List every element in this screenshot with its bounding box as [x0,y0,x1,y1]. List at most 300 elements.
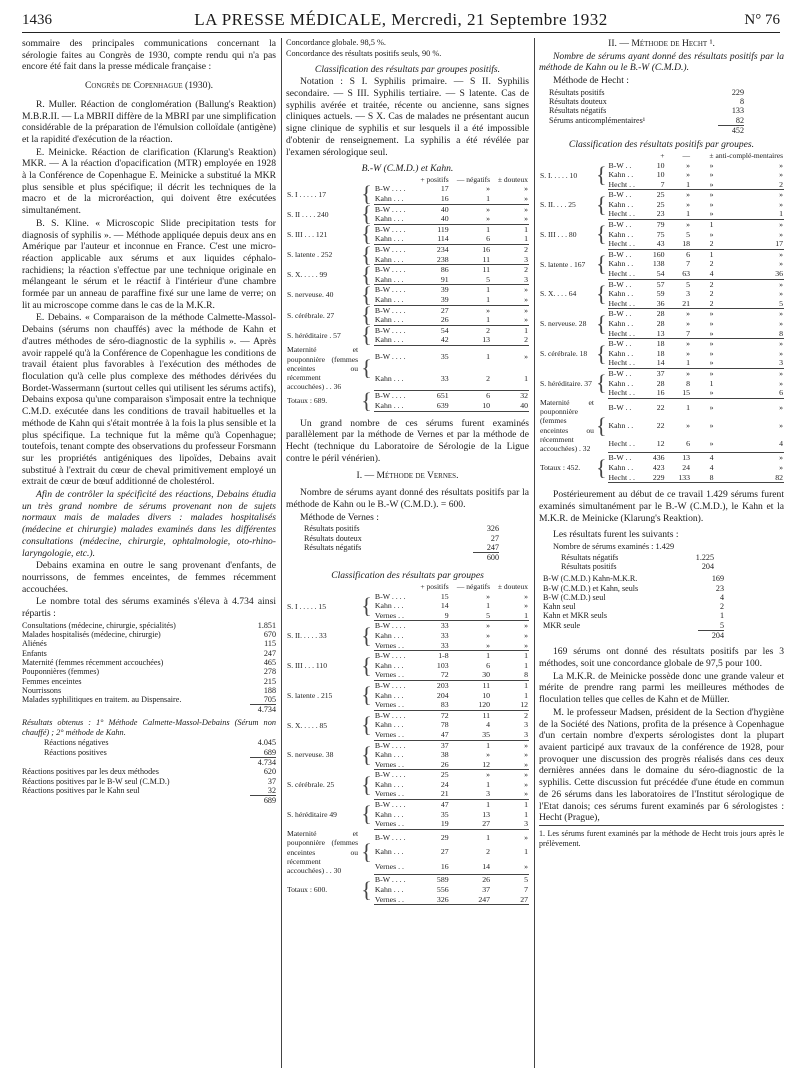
table-cell: 14 [450,859,491,874]
table-cell: 423 [652,462,665,472]
table-cell: 26 [414,315,450,325]
method-name: Kahn . . . [374,335,414,345]
list-item-label: Réactions positives par le Kahn seul [22,785,140,795]
table-row [286,592,529,602]
group-label: S. héréditaire 49 [287,809,337,819]
brace-icon: { [595,281,607,307]
table-cell: 1 [715,209,785,219]
method-name: Vernes . . [374,819,414,829]
list-item [561,562,714,571]
table-cell: 1 [524,224,528,234]
list-item-value: 326 [486,524,499,534]
table-cell: 57 [656,279,665,289]
table-cell: 229 [640,473,666,483]
table-vernes [286,583,529,905]
table-row [539,368,784,378]
brace-icon: { [361,652,372,678]
list-item [543,611,724,620]
global-concordance: Concordance globale. 98,5 %. [286,38,386,47]
list-item-value: 8 [739,97,744,107]
method-name: Kahn . . . [374,601,404,611]
table-cell: 1 [524,651,528,661]
table-cell: 16 [640,388,666,398]
table-cell: 3 [715,358,785,368]
paragraph-meinicke: E. Meinicke. Réaction de clarification (Klarung's Reaktion) MKR. — A la réaction d'opacification (MTR) employée en 1928 à la Conférence de Copenhague E. Meinicke a substitué la MKR plus sensible et plus spécifique; il décrit les techniques de la macro et de la microréaction, qui doivent être exécutées simultanément. [22,146,276,217]
list-item-value: 215 [263,676,276,686]
method-name: B-W . . . . [374,204,406,214]
method-name: Hecht . . [608,209,640,219]
table-cell: » [486,305,491,315]
table-cell: 17 [440,184,449,194]
method-name: Vernes . . [374,895,414,905]
method-name: B-W . . [608,339,632,349]
method-name: B-W . . [608,160,632,170]
method-name: B-W . . . . [374,591,406,601]
method-name: B-W . . . . [374,651,406,661]
table-cell: 2 [691,299,714,309]
table-cell: 2 [709,279,714,289]
table-cell: 75 [656,229,665,239]
table-cell: 33 [440,630,449,640]
table-row [286,224,529,234]
group-label: S. III . . . 80 [540,229,577,239]
table-cell: 27 [440,847,449,857]
method-name: Kahn . . . [374,275,414,285]
table-cell: 86 [440,265,449,275]
table-cell: 1-8 [438,651,449,661]
table-row [286,710,529,720]
list-item-label: B-W (C.M.D.) et Kahn, seuls [543,583,639,593]
paragraph-vernes-hecht: Un grand nombre de ces sérums furent examinés parallèlement par la méthode de Vernes et par la méthode de Hecht (technique du Laboratoire de Sérologie de la Ligue contre le péril vénérien). [286,417,529,464]
table-cell: 1 [486,740,491,750]
list-item [549,106,744,115]
table-cell: » [779,160,783,170]
list-item [549,116,744,125]
list-item [22,777,276,786]
table-cell: 204 [436,690,449,700]
table-cell: 6 [486,660,491,670]
table-cell: 15 [440,591,449,601]
list-item-label: Résultats négatifs [549,106,607,116]
table-cell: 247 [450,895,491,905]
method-name: Kahn . . . [374,214,414,224]
table-cell: » [486,204,491,214]
group-label: S. I . . . . . 15 [287,601,327,611]
method-name: B-W . . . . [374,680,406,690]
table-cell: 35 [440,352,449,362]
table-cell: » [686,190,691,200]
table-row [286,740,529,750]
list-item-value: 247 [263,648,276,658]
table-cell: 436 [652,453,665,463]
table-cell: 2 [691,239,714,249]
table-cell: » [486,750,491,760]
vernes-subtitle: Méthode de Vernes : [300,511,379,523]
list-item-value: 188 [263,685,276,695]
brace-icon: { [595,412,607,438]
vernes-total: 600 [473,552,499,562]
table-cell: » [524,832,528,842]
table-cell: » [779,259,783,269]
table-row [539,249,784,259]
table-cell: » [709,420,714,430]
hecht-heading: II. — Méthode de Hecht ¹. [608,38,715,49]
table-column-header: ± douteux [497,582,528,592]
table-cell: 19 [414,819,450,829]
table-cell: 72 [414,670,450,680]
table-cell: » [524,621,528,631]
list-item [543,574,724,583]
issue-number: N° 76 [744,12,780,28]
journal-title: LA PRESSE MÉDICALE, Mercredi, 21 Septembre 1932 [194,10,608,29]
list-item-label: Malades hospitalisés (médecine, chirurgie) [22,630,161,640]
table-cell: 1 [491,234,529,244]
method-name: Vernes . . [374,641,414,651]
list-item-label: Femmes enceintes [22,676,82,686]
mkr-positive-total: 204 [698,630,724,640]
table-cell: 14 [440,601,449,611]
table-cell: 26 [414,760,450,770]
list-item [22,667,276,676]
vernes-results-list [286,524,529,552]
list-item [22,677,276,686]
list-item [22,630,276,639]
table-row [286,829,529,844]
table-cell: 25 [656,199,665,209]
table-cell: 11 [482,680,491,690]
table-cell: » [779,348,783,358]
table-cell: 8 [691,473,714,483]
list-item [22,686,276,695]
table-cell: » [491,194,529,204]
table-cell: » [450,641,491,651]
brace-icon: { [361,181,372,207]
group-label: Totaux : 689. [287,396,328,406]
table-cell: 2 [709,289,714,299]
method-name: Kahn . . . [374,194,414,204]
list-item [543,602,724,611]
table-row [286,875,529,885]
table-cell: » [486,591,491,601]
table-cell: 35 [440,809,449,819]
table-cell: 5 [686,279,691,289]
column-2 [286,38,529,905]
table-cell: » [524,352,528,362]
paragraph-kline: B. S. Kline. « Microscopic Slide precipitation tests for diagnosis of syphilis ». — Méthode appliquée depuis deux ans en Amérique par l'auteur et inconnue en France. C'est une micro-réaction applicable aux sérums et aux liquides céphalo-rachidiens; la réaction s'effectue par une technique originale en mélangeant le sérum et le réactif à l'intérieur d'une chambre formée par un anneau de paraffine fixé sur une lame de verre; on lit au microscope comme dans le cas de la M.K.R. [22,217,276,311]
list-item-value: 620 [263,767,276,777]
table-hecht [539,152,784,483]
table-cell: 91 [414,275,450,285]
table-cell: 6 [715,388,785,398]
list-item [44,738,276,747]
brace-icon: { [361,712,372,738]
table-cell: » [709,319,714,328]
table-cell: 12 [640,434,666,453]
group-label: Maternité et pouponnière (femmes enceintes ou récemment accouchées) . 32 [540,398,594,453]
table-1-title: B.-W (C.M.D.) et Kahn. [361,163,454,175]
table-cell: 28 [656,378,665,388]
table-cell: » [779,199,783,209]
list-item-value: 23 [715,583,724,593]
table-cell: » [691,180,714,190]
table-column-header: — négatifs [456,174,491,184]
table-cell: » [779,420,783,430]
table-cell: 9 [414,611,450,621]
table-column-header: + positifs [420,174,449,184]
method-name: B-W . . [608,279,632,289]
method-name: Vernes . . [374,611,414,621]
paragraph-169: 169 sérums ont donné des résultats positifs par les 3 méthodes, soit une concordance globale de 97,5 pour 100. [539,646,784,670]
table-row [539,398,784,416]
table-cell: 10 [656,160,665,170]
brace-icon: { [361,241,372,267]
list-item-value: 169 [711,574,724,584]
list-item-value: 204 [701,562,714,571]
table-cell: » [486,184,491,194]
table-cell: 13 [640,329,666,339]
brace-icon: { [361,839,372,865]
brace-icon: { [361,302,372,328]
table-cell: 556 [436,884,449,894]
table-cell: » [686,160,691,170]
table-cell: » [779,453,783,463]
page-header [22,10,780,32]
paragraph-specificity: Afin de contrôler la spécificité des réactions, Debains étudia un très grand nombre de sérums provenant non de sujets normaux mais de malades divers : malades hospitalisés (médecine et chirurgie) malades examinés dans les différentes consultations (médecine, chirurgie, ophtalmologie, oto-rhino-laryngologie, etc.). [22,489,276,559]
results-number: Nombre de sérums examinés : 1.429 [553,541,675,551]
table-cell: 1 [450,295,491,305]
table-cell: 22 [656,420,665,430]
table-cell: » [524,591,528,601]
table-column-header: — négatifs [456,582,491,592]
table-cell: 203 [436,680,449,690]
table-cell: 38 [440,750,449,760]
results-total: 4.734 [250,757,276,767]
table-cell: 1 [486,224,491,234]
table-row [539,339,784,349]
table-cell: 43 [640,239,666,249]
table-cell: 79 [656,220,665,230]
group-label: S. latente . 252 [287,250,333,260]
hecht-paragraph: Nombre de sérums ayant donné des résultats positifs par la méthode de Kahn ou le B.-W (C.M.D.). [539,50,784,74]
table-cell: 11 [482,710,491,720]
serum-distribution-list [22,621,276,705]
table-cell: 7 [666,329,692,339]
brace-icon: { [361,682,372,708]
page-number: 1436 [22,12,52,28]
method-name: B-W . . . . [374,621,406,631]
table-cell: 1 [666,209,692,219]
brace-icon: { [595,340,607,366]
method-name: Kahn . . . [374,315,414,325]
list-item [22,658,276,667]
table-cell: 2 [524,244,528,254]
method-name: Kahn . . . [374,809,404,819]
table-row [286,285,529,295]
list-item-value: 4 [719,592,724,602]
positive-concordance: Concordance des résultats positifs seuls, 90 %. [286,48,442,58]
list-item-value: 27 [490,533,499,543]
table-row [286,621,529,631]
table-cell: 1 [524,800,528,810]
table-cell: 15 [666,388,692,398]
table-cell: » [709,160,714,170]
table-cell: 54 [440,325,449,335]
method-name: Hecht . . [608,473,640,483]
table-cell: 7 [640,180,666,190]
table-row [286,391,529,401]
list-item-value: 1 [719,611,724,621]
table-cell: » [524,630,528,640]
table-cell: 1 [524,847,528,857]
list-item-label: Résultats douteux [549,97,607,107]
list-item-value: 689 [263,747,276,757]
table-cell: 25 [440,770,449,780]
list-item-value: 32 [267,785,276,795]
table-cell: 11 [450,255,491,265]
method-name: Kahn . . [608,229,634,239]
table-row [286,184,529,194]
table-cell: » [709,190,714,200]
brace-icon: { [361,593,372,619]
column-divider [281,38,282,1068]
table-cell: 59 [656,289,665,299]
method-name: B-W . . . . [374,265,406,275]
table-cell: 22 [656,402,665,412]
list-item-label: Résultats douteux [304,533,362,543]
group-label: S. II. . . . 25 [540,200,576,210]
table-cell: 2 [486,325,491,335]
brace-icon: { [595,454,607,480]
table-cell: » [709,348,714,358]
table-cell: 234 [436,244,449,254]
table-cell: 120 [450,700,491,710]
table-cell: 40 [440,204,449,214]
list-item-label: Résultats négatifs [304,542,362,552]
table-cell: 33 [414,641,450,651]
table-cell: » [486,630,491,640]
table-cell: » [691,434,714,453]
table-cell: » [779,319,783,328]
paragraph-total: Le nombre total des sérums examinés s'éleva à 4.734 ainsi répartis : [22,596,276,620]
method-name: B-W . . [608,368,632,378]
table-cell: 6 [686,249,691,259]
list-item [22,621,276,630]
method-name: Vernes . . [374,700,414,710]
table-cell: 3 [450,789,491,799]
method-name: B-W . . . . [374,740,406,750]
table-cell: 651 [436,391,449,401]
list-item-label: Pouponnières (femmes) [22,667,100,677]
group-label: Maternité et pouponnière (femmes enceintes ou récemment accouchées) . . 30 [287,829,359,875]
table-cell: 33 [440,621,449,631]
brace-icon: { [361,876,372,902]
table-cell: 13 [682,453,691,463]
brace-icon: { [361,221,372,247]
table-cell: 1 [450,315,491,325]
table-cell: » [524,601,528,611]
table-cell: » [779,339,783,349]
list-item [549,88,744,97]
table-cell: 25 [656,190,665,200]
list-item [549,97,744,106]
table-row [286,345,529,368]
table-cell: 2 [524,265,528,275]
list-item-value: 133 [731,106,744,116]
table-cell: 1 [686,402,691,412]
paragraph-debains: E. Debains. « Comparaison de la méthode Calmette-Massol-Debains (sérums non chauffés) avec la méthode de Kahn et d'autres méthodes de séro-diagnostic de la syphilis ». — Après avoir rappelé qu'à la Conférence de Copenhague les conditions de travail étaient plus favorables à l'exécution des méthodes de floculation qu'à celle plus complexe des méthodes dérivées du Bordet-Wassermann (surtout celles qui utilisent les sérums actifs), Debains exposa qu'une comparaison s'imposait entre la technique C.M.D. exécutée dans les conditions de travail habituelles et la méthode de Kahn qui s'était montrée à la fois la plus sensible et la plus spécifique. La technique fut la même qu'à Copenhague; toutefois, tenant compte des observations du professeur Forsmann sur les propriétés antigéniques des lipoïdes, Debains avait substitué à l'extrait du cœur de cheval primitivement employé un extrait de cœur de bœuf additionné de cholestérol. [22,312,276,488]
list-item-value: 278 [263,667,276,677]
method-name: B-W . . . . [374,305,406,315]
table-cell: 12 [491,700,529,710]
table-bw-kahn [286,176,529,412]
method-name: Kahn . . . [374,847,404,857]
group-label: S. II. . . . . 33 [287,631,327,641]
table-cell: » [779,402,783,412]
table-cell: 1 [486,800,491,810]
table-cell: 5 [450,275,491,285]
group-label: S. I . . . . . 17 [287,189,327,199]
table-cell: 30 [450,670,491,680]
list-total: 4.734 [250,704,276,714]
table-cell: 37 [656,368,665,378]
list-item-value: 247 [486,542,499,552]
list-item-label: Réactions positives par le B-W seul (C.M.D.) [22,776,170,786]
table-cell: 82 [715,473,785,483]
table-cell: 23 [640,209,666,219]
method-name: B-W . . . . [374,352,406,362]
table-cell: 114 [414,234,450,244]
table-cell: 1 [524,809,528,819]
group-label: S. héréditaire. 37 [540,378,592,388]
table-cell: 12 [450,760,491,770]
method-name: B-W . . . . [374,391,406,401]
group-label: S. cérébrale. 18 [540,349,588,359]
brace-icon: { [595,191,607,217]
table-cell: 3 [491,819,529,829]
table-column-header: + positifs [420,582,449,592]
list-item-label: Réactions négatives [44,738,109,748]
table-cell: 21 [666,299,692,309]
table-cell: 28 [656,309,665,319]
method-name: B-W . . [608,309,632,319]
list-item-value: 670 [263,630,276,640]
table-cell: 8 [491,670,529,680]
list-item [22,639,276,648]
list-item [22,786,276,795]
list-item-label: Kahn et MKR seuls [543,611,608,621]
group-label: S. nerveuse. 40 [287,290,334,300]
group-label: Maternité et pouponnière (femmes enceintes ou récemment accouchées) . . 36 [287,345,359,391]
brace-icon: { [595,370,607,396]
table-column-header: + [660,151,665,160]
table-cell: 7 [686,259,691,269]
list-item-value: 82 [735,115,744,125]
list-item-label: Maternité (femmes récemment accouchées) [22,657,164,667]
table-cell: » [779,368,783,378]
method-name: B-W . . . . [374,285,406,295]
method-name: Kahn . . [608,319,634,328]
results-list [22,738,276,757]
method-name: Kahn . . . [374,401,414,411]
table-cell: 2 [491,335,529,345]
table-cell: » [709,309,714,319]
table-cell: 8 [686,378,691,388]
hecht-total: 452 [718,125,744,135]
method-name: Hecht . . [608,358,640,368]
table-row [286,265,529,275]
method-name: B-W . . [608,402,632,412]
method-name: B-W . . . . [374,224,406,234]
